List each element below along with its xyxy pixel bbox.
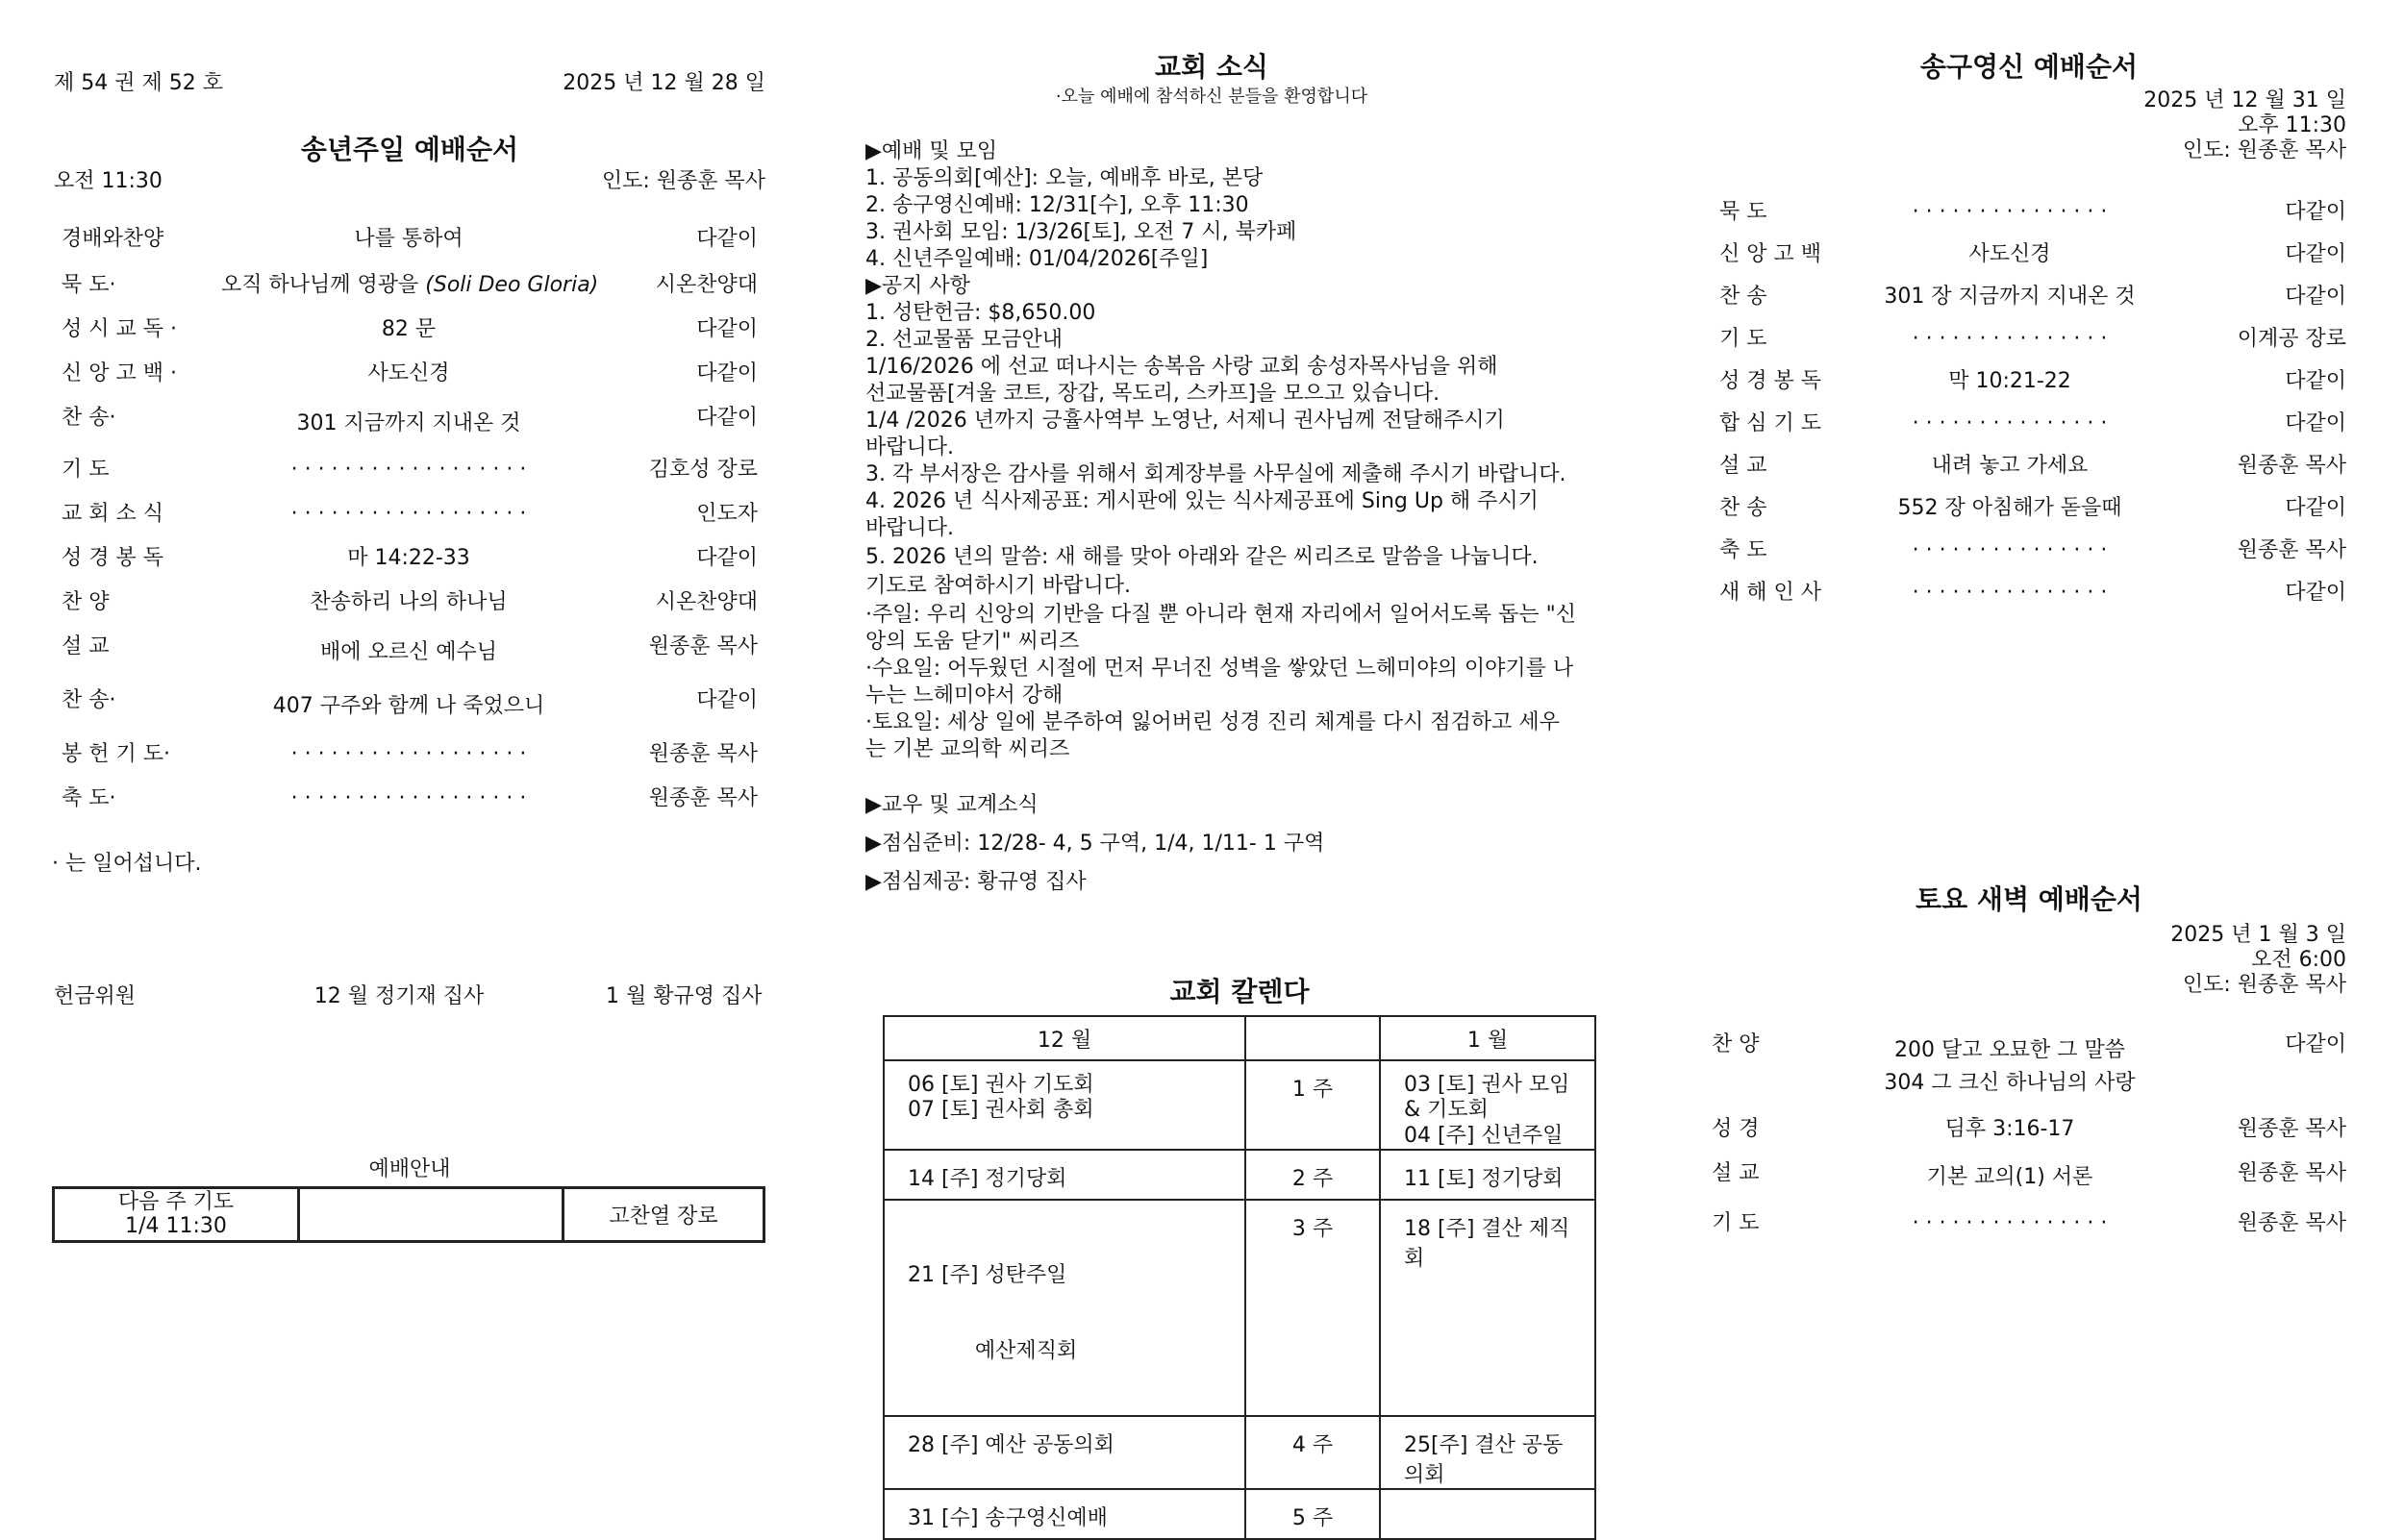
bulletin-date: 2025 년 12 월 28 일 [563, 71, 765, 95]
calendar-event: 25[주] 결산 공동의회 [1404, 1433, 1564, 1488]
news-line: 2. 송구영신예배: 12/31[수], 오후 11:30 [865, 193, 1249, 217]
order-content-latin: (Soli Deo Gloria) [425, 273, 599, 297]
order-by: 원종훈 목사 [648, 634, 758, 658]
calendar-december-cell [884, 1489, 1245, 1539]
order-by: 다같이 [2285, 200, 2346, 224]
order-label: 신 앙 고 백 · [62, 361, 177, 385]
order-by: 다같이 [696, 688, 758, 712]
order-content: 301 장 지금까지 지내온 것 [1884, 285, 2136, 309]
order-label: 찬 송 [1719, 285, 1767, 309]
calendar-week-cell: 4 주 [1245, 1416, 1380, 1489]
news-line: 앙의 도움 닫기" 씨리즈 [865, 630, 1080, 654]
order-label: 묵 도· [62, 273, 116, 297]
sat-date: 2025 년 1 월 3 일 [2170, 923, 2346, 947]
offering-december: 12 월 정기재 집사 [313, 984, 485, 1008]
order-content: 찬송하리 나의 하나님 [310, 590, 508, 614]
calendar-event: 예산제직회 [908, 1339, 1078, 1364]
calendar-header-january: 1 월 [1380, 1016, 1595, 1060]
order-content: · · · · · · · · · · · · · · · [1912, 1211, 2108, 1235]
order-by: 다같이 [2285, 581, 2346, 605]
calendar-event: 07 [토] 권사회 총회 [908, 1098, 1094, 1123]
welcome-line: ·오늘 예배에 참석하신 분들을 환영합니다 [1055, 87, 1368, 107]
calendar-title: 교회 칼렌다 [1169, 976, 1310, 1007]
order-label: 교 회 소 식 [62, 502, 163, 526]
order-by: 시온찬양대 [655, 590, 758, 614]
service-leader: 인도: 원종훈 목사 [601, 169, 765, 193]
calendar-event: 18 [주] 결산 제직회 [1404, 1217, 1570, 1272]
news-line: ·토요일: 세상 일에 분주하여 잃어버린 성경 진리 체계를 다시 점검하고 세우 [865, 710, 1560, 734]
news-line: ▶예배 및 모임 [865, 139, 998, 163]
order-content: · · · · · · · · · · · · · · · [1912, 411, 2108, 435]
page-title: 송년주일 예배순서 [300, 134, 519, 165]
order-content: 배에 오르신 예수님 [319, 640, 497, 664]
order-by: 다같이 [2285, 369, 2346, 393]
order-content: 200 달고 오묘한 그 말씀 [1894, 1038, 2125, 1062]
order-content: 82 문 [381, 317, 437, 341]
order-content-second: 304 그 크신 하나님의 사랑 [1884, 1071, 2136, 1095]
order-content: · · · · · · · · · · · · · · · · · · [290, 742, 527, 766]
guide-next-prayer: 다음 주 기도 [117, 1190, 235, 1214]
order-label: 축 도 [1719, 538, 1767, 562]
order-content: · · · · · · · · · · · · · · · · · · [290, 786, 527, 810]
order-content: 내려 놓고 가세요 [1931, 454, 2089, 478]
news-line: ·주일: 우리 신앙의 기반을 다질 뿐 아니라 현재 자리에서 일어서도록 돕는 "신 [865, 603, 1577, 627]
calendar-row [884, 1489, 1595, 1539]
calendar-january-cell [1380, 1416, 1595, 1489]
calendar-event: 31 [수] 송구영신예배 [908, 1506, 1108, 1531]
order-content: · · · · · · · · · · · · · · · [1912, 538, 2108, 562]
sat-leader: 인도: 원종훈 목사 [2182, 973, 2346, 997]
news-title: 교회 소식 [1155, 51, 1268, 83]
news-line: 1/4 /2026 년까지 긍휼사역부 노영난, 서제니 권사님께 전달해주시기 [865, 409, 1505, 433]
order-label: 봉 헌 기 도· [62, 742, 170, 766]
news-line: 4. 신년주일예배: 01/04/2026[주일] [865, 247, 1209, 271]
news-line: 4. 2026 년 식사제공표: 게시판에 있는 식사제공표에 Sing Up 해 주시기 [865, 489, 1539, 513]
news-line: ▶공지 사항 [865, 274, 970, 298]
order-by: 원종훈 목사 [2237, 538, 2346, 562]
guide-cell-prayer [54, 1188, 299, 1242]
calendar-header-december: 12 월 [884, 1016, 1245, 1060]
order-by: 다같이 [696, 361, 758, 385]
order-by: 다같이 [2285, 411, 2346, 435]
order-content: 407 구주와 함께 나 죽었으니 [272, 694, 545, 718]
order-content: 사도신경 [367, 361, 450, 385]
issue-number: 제 54 권 제 52 호 [54, 71, 223, 95]
order-by: 원종훈 목사 [2237, 1161, 2346, 1185]
nye-time: 오후 11:30 [2238, 113, 2346, 137]
order-label: 설 교 [1719, 454, 1767, 478]
order-by: 원종훈 목사 [2237, 454, 2346, 478]
news-line: 2. 선교물품 모금안내 [865, 328, 1063, 352]
order-content: · · · · · · · · · · · · · · · · · · [290, 458, 527, 482]
order-by: 다같이 [2285, 496, 2346, 520]
news-line: ·수요일: 어두웠던 시절에 먼저 무너진 성벽을 쌓았던 느헤미야의 이야기를 나 [865, 657, 1574, 681]
calendar-table [883, 1015, 1596, 1540]
calendar-week-cell: 3 주 [1245, 1200, 1380, 1416]
order-label: 찬 송 [1719, 496, 1767, 520]
order-content: 301 지금까지 지내온 것 [296, 411, 521, 435]
order-by: 다같이 [696, 546, 758, 570]
stand-note: · 는 일어섭니다. [52, 852, 202, 876]
calendar-event: 21 [주] 성탄주일 [908, 1262, 1067, 1287]
calendar-january-cell [1380, 1150, 1595, 1200]
calendar-week-cell: 1 주 [1245, 1060, 1380, 1150]
calendar-december-cell [884, 1200, 1245, 1416]
calendar-row [884, 1416, 1595, 1489]
order-by: 김호성 장로 [648, 458, 758, 482]
news-line: 3. 각 부서장은 감사를 위해서 회계장부를 사무실에 제출해 주시기 바랍니다. [865, 462, 1566, 486]
order-content: 막 10:21-22 [1948, 369, 2071, 393]
news-line: 바랍니다. [865, 516, 955, 540]
calendar-header-row [884, 1016, 1595, 1060]
order-label: 찬 양 [1712, 1032, 1760, 1056]
order-by: 시온찬양대 [655, 273, 758, 297]
news-line: 1. 성탄헌금: $8,650.00 [865, 301, 1096, 325]
order-by: 원종훈 목사 [648, 742, 758, 766]
news-line: 1/16/2026 에 선교 떠나시는 송복음 사랑 교회 송성자목사님을 위해 [865, 355, 1498, 379]
order-by: 원종훈 목사 [648, 786, 758, 810]
order-by: 원종훈 목사 [2237, 1117, 2346, 1141]
calendar-event: 28 [주] 예산 공동의회 [908, 1433, 1114, 1458]
news-item: ▶점심준비: 12/28- 4, 5 구역, 1/4, 1/11- 1 구역 [865, 832, 1325, 856]
order-label: 찬 송· [62, 406, 116, 430]
calendar-december-cell [884, 1150, 1245, 1200]
order-content: 기본 교의(1) 서론 [1926, 1165, 2093, 1189]
calendar-january-cell [1380, 1200, 1595, 1416]
calendar-week-cell: 5 주 [1245, 1489, 1380, 1539]
order-by: 다같이 [2285, 1032, 2346, 1056]
order-content [221, 273, 599, 297]
order-label: 찬 양 [62, 590, 110, 614]
guide-prayer-time: 1/4 11:30 [125, 1214, 227, 1239]
order-content: · · · · · · · · · · · · · · · [1912, 581, 2108, 605]
order-content: · · · · · · · · · · · · · · · [1912, 200, 2108, 224]
offering-january: 1 월 황규영 집사 [606, 984, 763, 1008]
news-line: 바랍니다. [865, 435, 955, 460]
news-line: 3. 권사회 모임: 1/3/26[토], 오전 7 시, 북카페 [865, 220, 1297, 244]
guide-title: 예배안내 [368, 1157, 451, 1181]
order-by: 인도자 [696, 502, 758, 526]
calendar-event: 14 [주] 정기당회 [908, 1167, 1067, 1192]
order-label: 기 도 [1712, 1211, 1760, 1235]
calendar-january-cell [1380, 1489, 1595, 1539]
order-by: 다같이 [2285, 242, 2346, 266]
calendar-row [884, 1060, 1595, 1150]
calendar-event: 03 [토] 권사 모임 & 기도회 [1404, 1073, 1570, 1123]
calendar-december-cell [884, 1060, 1245, 1150]
order-label: 기 도 [1719, 327, 1767, 351]
news-line: 기도로 참여하시기 바랍니다. [865, 574, 1132, 598]
nye-date: 2025 년 12 월 31 일 [2143, 88, 2346, 112]
news-line: 는 기본 교의학 씨리즈 [865, 737, 1070, 761]
order-content-text: 오직 하나님께 영광을 [221, 273, 419, 297]
calendar-december-cell [884, 1416, 1245, 1489]
order-label: 성 경 봉 독 [62, 546, 163, 570]
offering-label: 헌금위원 [54, 984, 137, 1008]
order-label: 설 교 [1712, 1161, 1760, 1185]
order-content: 552 장 아침해가 돋을때 [1897, 496, 2122, 520]
news-line: 5. 2026 년의 말씀: 새 해를 맞아 아래와 같은 씨리즈로 말씀을 나눕니다. [865, 545, 1539, 569]
news-line: 1. 공동의회[예산]: 오늘, 예배후 바로, 본당 [865, 166, 1264, 190]
order-by: 다같이 [2285, 285, 2346, 309]
order-by: 다같이 [696, 317, 758, 341]
order-label: 성 경 [1712, 1117, 1760, 1141]
order-by: 원종훈 목사 [2237, 1211, 2346, 1235]
order-content: · · · · · · · · · · · · · · · · · · [290, 502, 527, 526]
calendar-event: 06 [토] 권사 기도회 [908, 1073, 1094, 1097]
nye-leader: 인도: 원종훈 목사 [2182, 138, 2346, 162]
sat-time: 오전 6:00 [2251, 948, 2346, 972]
calendar-week-cell: 2 주 [1245, 1150, 1380, 1200]
order-content: 마 14:22-33 [347, 546, 470, 570]
news-line: 누는 느헤미야서 강해 [865, 683, 1064, 708]
news-item: ▶교우 및 교계소식 [865, 793, 1039, 817]
guide-cell-elder: 고찬열 장로 [563, 1188, 764, 1242]
order-by: 다같이 [696, 406, 758, 430]
order-content: 사도신경 [1968, 242, 2051, 266]
order-label: 묵 도 [1719, 200, 1767, 224]
order-label: 성 경 봉 독 [1719, 369, 1821, 393]
calendar-january-cell [1380, 1060, 1595, 1150]
calendar-event: 04 [주] 신년주일 [1404, 1123, 1564, 1148]
order-content: 나를 통하여 [354, 227, 463, 251]
calendar-row [884, 1200, 1595, 1416]
order-label: 기 도 [62, 458, 110, 482]
news-line: 선교물품[겨울 코트, 장갑, 목도리, 스카프]을 모으고 있습니다. [865, 382, 1440, 406]
order-label: 경배와찬양 [62, 227, 164, 251]
order-label: 찬 송· [62, 688, 116, 712]
order-content: · · · · · · · · · · · · · · · [1912, 327, 2108, 351]
sat-title: 토요 새벽 예배순서 [1916, 883, 2142, 915]
order-by: 이계공 장로 [2237, 327, 2346, 351]
guide-cell-empty [299, 1188, 563, 1242]
service-time: 오전 11:30 [54, 169, 163, 193]
news-item: ▶점심제공: 황규영 집사 [865, 870, 1087, 894]
order-label: 축 도· [62, 786, 116, 810]
guide-table [52, 1186, 765, 1243]
order-content: 딤후 3:16-17 [1944, 1117, 2075, 1141]
order-label: 새 해 인 사 [1719, 581, 1821, 605]
calendar-header-week [1245, 1016, 1380, 1060]
calendar-event: 11 [토] 정기당회 [1404, 1167, 1564, 1192]
order-label: 신 앙 고 백 [1719, 242, 1821, 266]
calendar-row [884, 1150, 1595, 1200]
order-label: 성 시 교 독 · [62, 317, 177, 341]
order-by: 다같이 [696, 227, 758, 251]
nye-title: 송구영신 예배순서 [1919, 51, 2139, 83]
order-label: 설 교 [62, 634, 110, 658]
order-label: 합 심 기 도 [1719, 411, 1821, 435]
